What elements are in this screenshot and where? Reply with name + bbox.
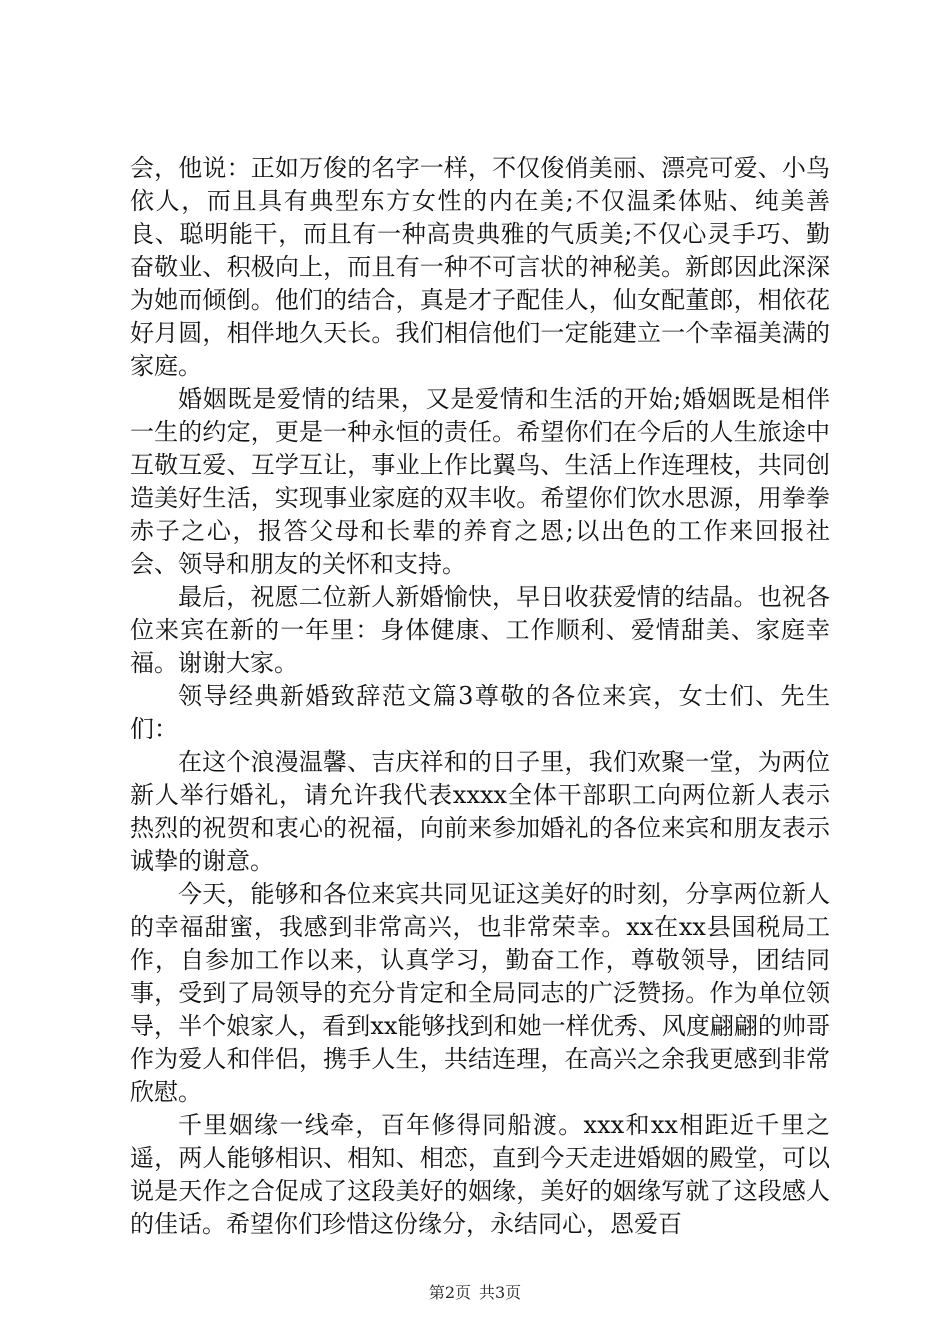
- page-total: 共3页: [479, 1283, 522, 1302]
- document-body: [130, 152, 830, 1241]
- paragraph-3: 最后，祝愿二位新人新婚愉快，早日收获爱情的结晶。也祝各位来宾在新的一年里：身体健康、工作顺利、爱情甜美、家庭幸福。谢谢大家。: [130, 583, 830, 677]
- paragraph-7: 千里姻缘一线牵，百年修得同船渡。xxx和xx相距近千里之遥，两人能够相识、相知、相恋，直到今天走进婚姻的殿堂，可以说是天作之合促成了这段美好的姻缘，美好的姻缘写就了这段感人的佳话。希望你们珍惜这份缘分，永结同心，恩爱百: [130, 1111, 830, 1238]
- page-number: 第2页: [428, 1283, 471, 1302]
- paragraph-2: 婚姻既是爱情的结果，又是爱情和生活的开始;婚姻既是相伴一生的约定，更是一种永恒的责任。希望你们在今后的人生旅途中互敬互爱、互学互让，事业上作比翼鸟、生活上作连理枝，共同创造美好生活，实现事业家庭的双丰收。希望你们饮水思源，用拳拳赤子之心，报答父母和长辈的养育之恩;以出色的工作来回报社会、领导和朋友的关怀和支持。: [130, 385, 830, 578]
- paragraph-5: 在这个浪漫温馨、吉庆祥和的日子里，我们欢聚一堂，为两位新人举行婚礼，请允许我代表xxxx全体干部职工向两位新人表示热烈的祝贺和衷心的祝福，向前来参加婚礼的各位来宾和朋友表示诚挚的谢意。: [130, 748, 830, 875]
- paragraph-1: 会，他说：正如万俊的名字一样，不仅俊俏美丽、漂亮可爱、小鸟依人，而且具有典型东方女性的内在美;不仅温柔体贴、纯美善良、聪明能干，而且有一种高贵典雅的气质美;不仅心灵手巧、勤奋敬业、积极向上，而且有一种不可言状的神秘美。新郎因此深深为她而倾倒。他们的结合，真是才子配佳人，仙女配董郎，相依花好月圆，相伴地久天长。我们相信他们一定能建立一个幸福美满的家庭。: [130, 154, 830, 380]
- page-footer: [0, 1280, 950, 1303]
- paragraph-6: 今天，能够和各位来宾共同见证这美好的时刻，分享两位新人的幸福甜蜜，我感到非常高兴，也非常荣幸。xx在xx县国税局工作，自参加工作以来，认真学习，勤奋工作，尊敬领导，团结同事，受到了局领导的充分肯定和全局同志的广泛赞扬。作为单位领导，半个娘家人，看到xx能够找到和她一样优秀、风度翩翩的帅哥作为爱人和伴侣，携手人生，共结连理，在高兴之余我更感到非常欣慰。: [130, 880, 830, 1106]
- paragraph-4-heading: 领导经典新婚致辞范文篇3尊敬的各位来宾，女士们、先生们：: [130, 682, 830, 743]
